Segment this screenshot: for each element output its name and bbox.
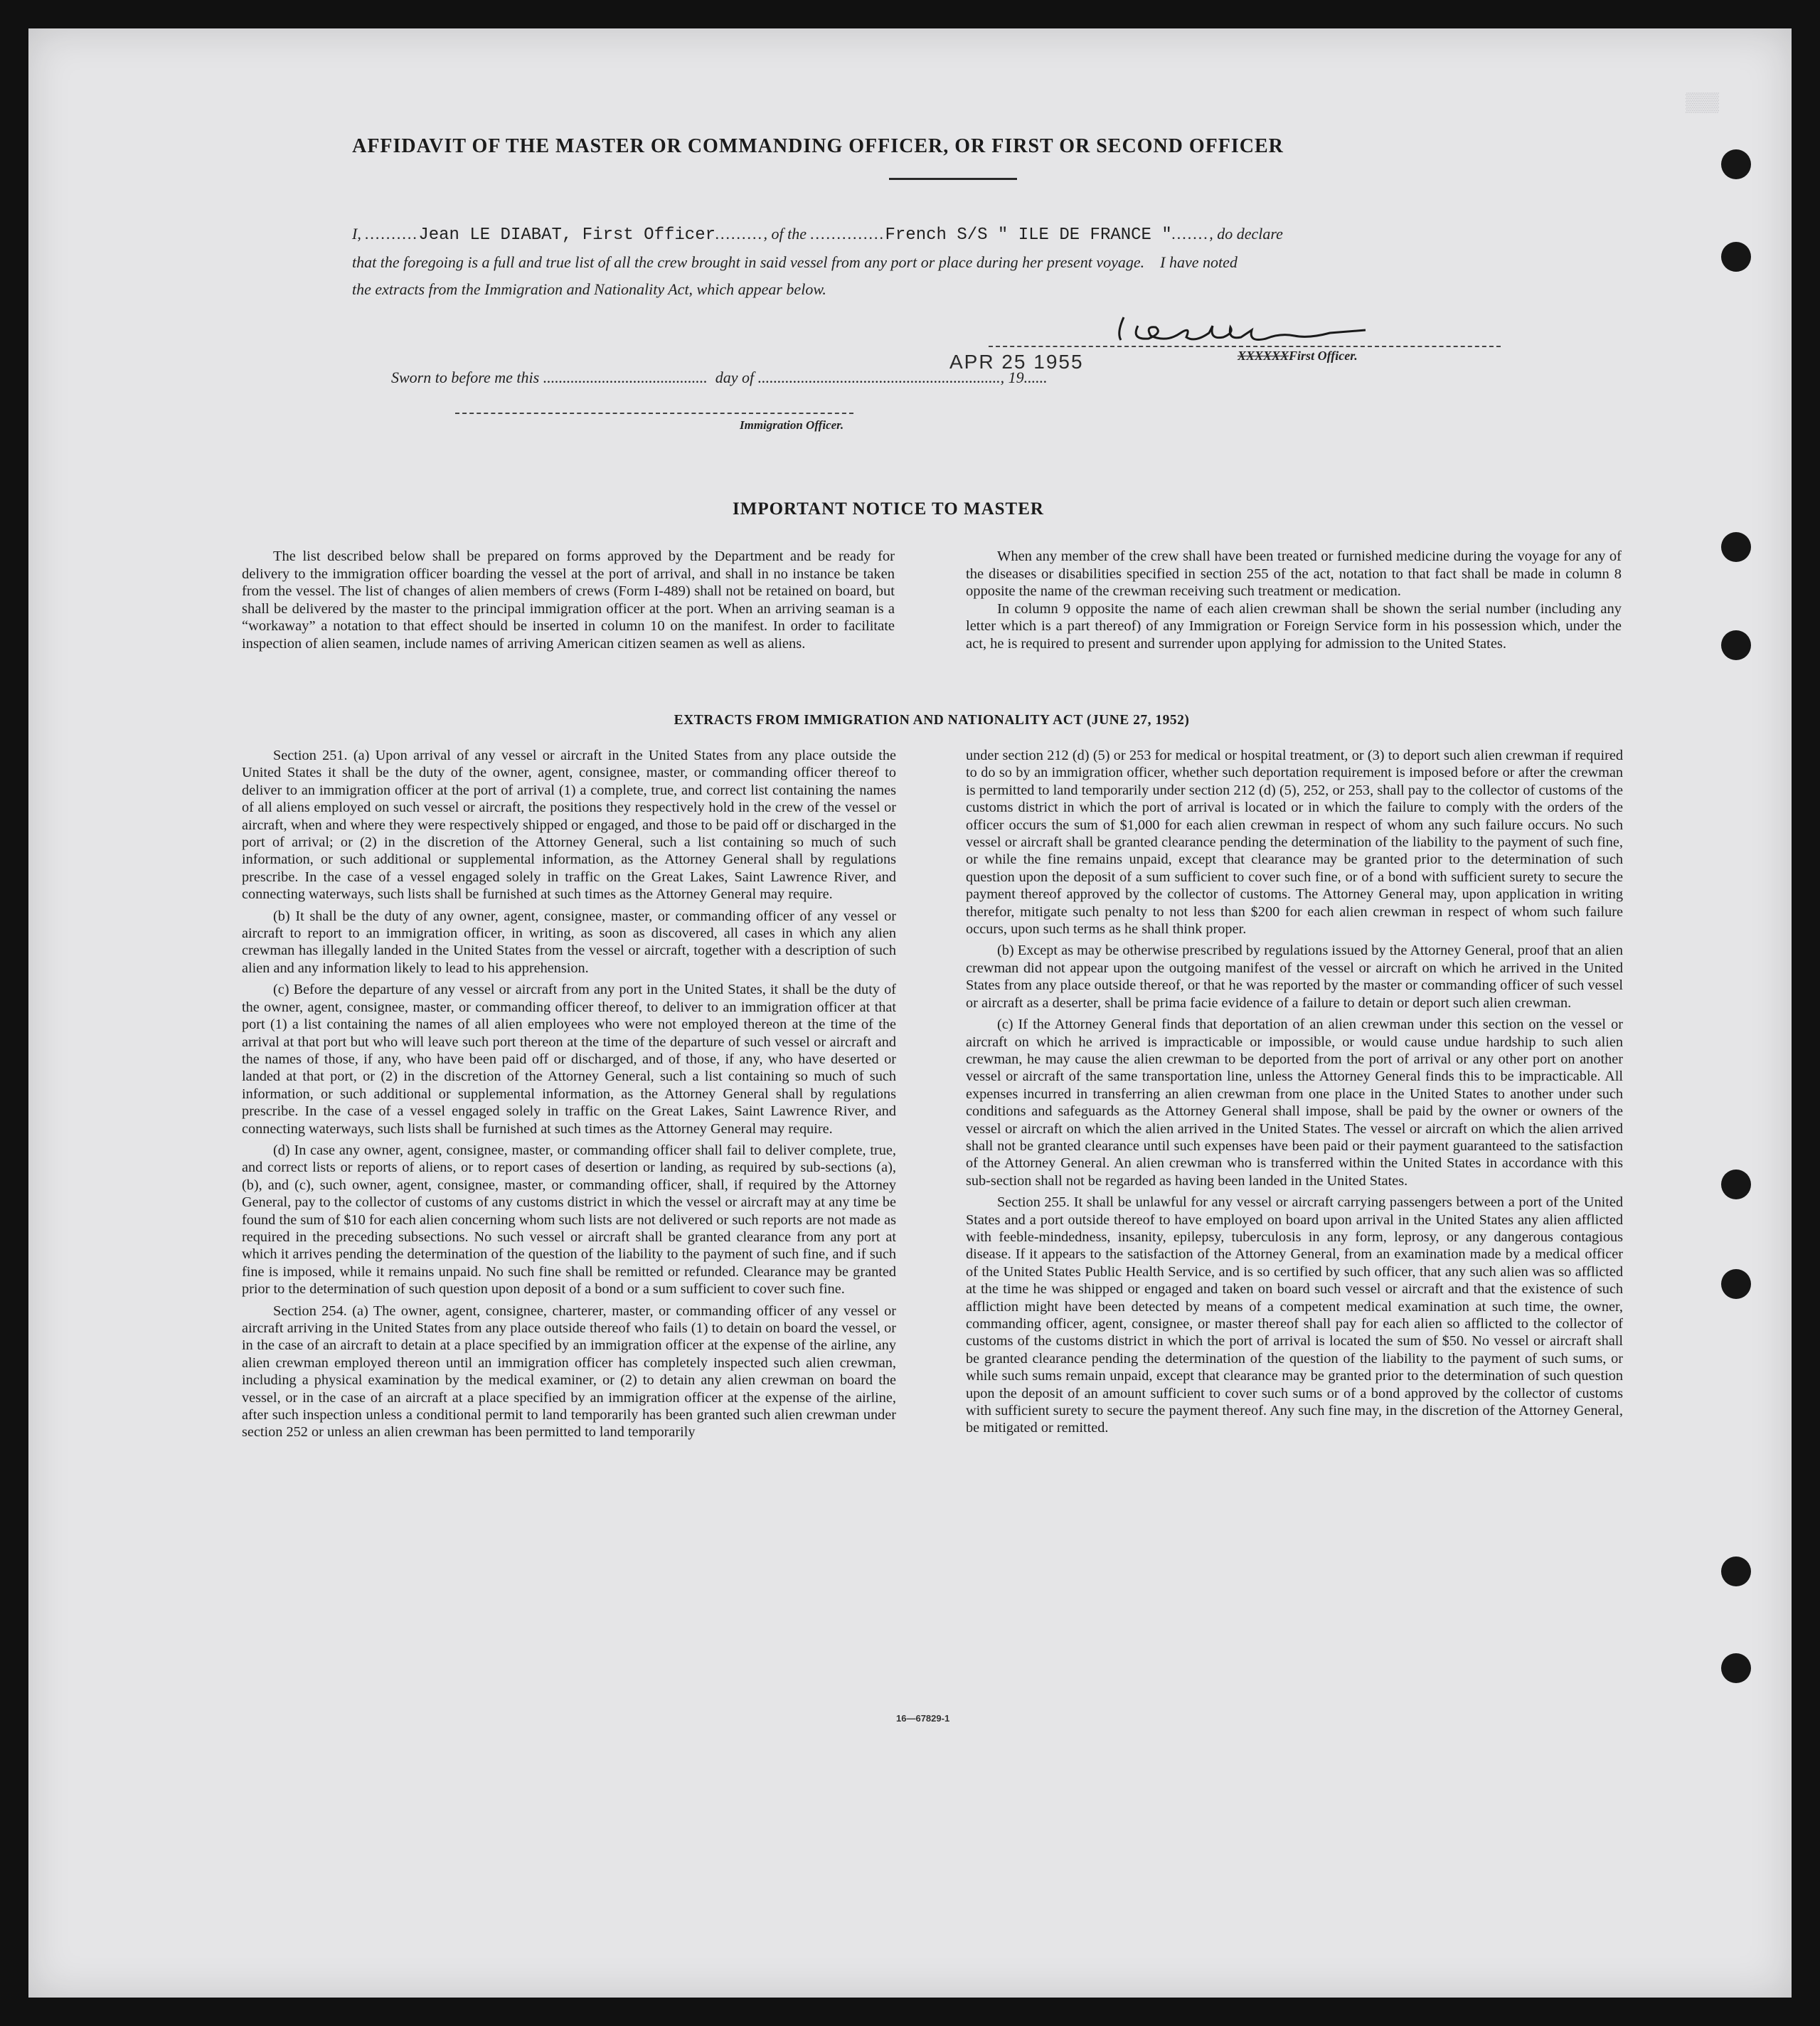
dotted-fill: .............. bbox=[810, 225, 885, 243]
extracts-title: EXTRACTS FROM IMMIGRATION AND NATIONALITY ACT (JUNE 27, 1952) bbox=[674, 713, 1190, 728]
title-rule bbox=[889, 178, 1017, 180]
notice-paragraph: The list described below shall be prepared on forms approved by the Department and be ready for delivery to the immigration officer boarding the vessel at the port of arrival, and shall in no instance be taken from the vessel. The list of changes of alien members of crews (Form I-489) shall not be retained on board, but shall be delivered by the master to the principal immigration officer at the port. When an arriving seaman is a “workaway” a notation to that effect should be inserted in column 10 on the manifest. In order to facilitate inspection of alien seamen, include names of arriving American citizen seamen as well as aliens. bbox=[242, 548, 895, 652]
of-the-label: , of the bbox=[763, 225, 807, 243]
sworn-prefix: Sworn to before me this bbox=[391, 368, 540, 386]
section-251d: (d) In case any owner, agent, consignee, master, or commanding officer shall fail to deliver complete, true, and correct lists or reports of aliens, or to report cases of desertion or landing, as required by sub-sections (a), (b), and (c), such owner, agent, consignee, master, or commanding officer, shall, if required by the Attorney General, pay to the collector of customs of any customs district in which the vessel or aircraft may at any time be found the sum of $10 for each alien concerning whom such lists are not delivered or such reports are not made as required in the preceding subsections. No such vessel or aircraft shall be granted clearance from any port at which it arrives pending the determination of the question of the liability to the payment of such fine, and if such fine is imposed, while it remains unpaid. No such fine shall be remitted or refunded. Clearance may be granted prior to the determination of such question upon deposit of a bond or a sum sufficient to cover such fine. bbox=[242, 1142, 896, 1298]
struck-text: XXXXXX bbox=[1238, 349, 1289, 363]
notice-right-column bbox=[966, 548, 1622, 653]
declaration-line-3: the extracts from the Immigration and Nationality Act, which appear below. bbox=[352, 280, 826, 298]
section-251b: (b) It shall be the duty of any owner, agent, consignee, master, or commanding officer of any vessel or aircraft to report to an immigration officer, in writing, as soon as discovered, all cases in which any alien crewman has illegally landed in the United States from the vessel or aircraft, together with a description of such alien and any information likely to lead to his apprehension. bbox=[242, 908, 896, 976]
extracts-right-column bbox=[966, 747, 1623, 1441]
punch-hole bbox=[1721, 1556, 1751, 1586]
punch-hole bbox=[1721, 242, 1751, 272]
section-255: Section 255. It shall be unlawful for any vessel or aircraft carrying passengers between a port of the United States and a port outside thereof to have employed on board upon arrival in the United States any alien afflicted with feeble-mindedness, insanity, epilepsy, tuberculosis in any form, leprosy, or any dangerous contagious disease. If it appears to the satisfaction of the Attorney General, from an examination made by a medical officer of the United States Public Health Service, and is so certified by such officer, that any such alien was so afflicted at the time he was shipped or engaged and taken on board such vessel or aircraft and that the existence of such affliction might have been detected by means of a competent medical examination at such time, the owner, commanding officer, agent, consignee, or master thereof shall pay for each alien so afflicted to the collector of customs of the customs district in which the port of arrival is located the sum of $50. No vessel or aircraft shall be granted clearance pending the determination of the question of the liability to the payment of such sums, or while such sums remain unpaid, except that clearance may be granted prior to the determination of such question upon the deposit of an amount sufficient to cover such sums or of a bond approved by the collector of customs with sufficient surety to secure the payment thereof. Any such fine may, in the discretion of the Attorney General, be mitigated or remitted. bbox=[966, 1194, 1623, 1436]
punch-hole bbox=[1721, 1170, 1751, 1199]
extracts-left-column bbox=[242, 747, 896, 1446]
dotted-fill: .......... bbox=[365, 225, 419, 243]
affidavit-page bbox=[28, 28, 1792, 1998]
declaration-block bbox=[352, 221, 1526, 303]
punch-hole bbox=[1721, 149, 1751, 179]
vessel-name-field: French S/S " ILE DE FRANCE " bbox=[885, 226, 1172, 245]
dotted-fill: ......... bbox=[715, 225, 764, 243]
section-251a: Section 251. (a) Upon arrival of any vessel or aircraft in the United States from any place outside the United States it shall be the duty of the owner, agent, consignee, master, or commanding officer thereof to deliver to an immigration officer at the port of arrival (1) a complete, true, and correct list containing the names of all aliens employed on such vessel or aircraft, the positions they respectively hold in the crew of the vessel or aircraft, when and where they were respectively shipped or engaged, and those to be paid off or discharged in the port of arrival; or (2) in the discretion of the Attorney General, such a list containing so much of such information, or such additional or supplemental information, as the Attorney General shall by regulations prescribe. In the case of a vessel engaged solely in traffic on the Great Lakes, Saint Lawrence River, and connecting waterways, such lists shall be furnished at such times as the Attorney General may require. bbox=[242, 748, 896, 903]
section-254a-continued: under section 212 (d) (5) or 253 for medical or hospital treatment, or (3) to deport such alien crewman if required to do so by an immigration officer, whether such deportation requirement is imposed before or after the crewman is permitted to land temporarily under section 212 (d) (5), 252, or 253, shall pay to the collector of customs of the customs district in which the port of arrival is located or in which the failure to comply with the orders of the officer occurs the sum of $1,000 for each alien crewman in respect of whom any such failure occurs. No such vessel or aircraft shall be granted clearance pending the determination of the liability to the payment of such fine, or while the fine remains unpaid, except that clearance may be granted prior to the determination of such question upon the deposit of a sum sufficient to cover such fine, or of a bond with sufficient surety to secure the payment thereof approved by the collector of customs. The Attorney General may, upon application in writing therefor, mitigate such penalty to not less than $200 for each alien crewman in respect of whom such failure occurs, upon such terms as he shall think proper. bbox=[966, 748, 1623, 938]
punch-hole bbox=[1721, 630, 1751, 660]
signer-caption bbox=[1238, 349, 1358, 364]
signer-title: First Officer. bbox=[1289, 349, 1358, 363]
punch-hole bbox=[1721, 1269, 1751, 1299]
i-label: I, bbox=[352, 225, 361, 243]
form-number: 16—67829-1 bbox=[896, 1713, 950, 1724]
dotted-fill: ....... bbox=[1171, 225, 1210, 243]
section-251c: (c) Before the departure of any vessel or aircraft from any port in the United States, it shall be the duty of the owner, agent, consignee, master, or commanding officer thereof, to deliver to an immigration officer at that port (1) a list containing the names of all alien employees who were not employed thereon at the time of the arrival at that port but who will leave such port thereon at the time of the departure of such vessel or aircraft and the names of those, if any, who have been paid off or discharged, and of those, if any, who have deserted or landed at that port, or (2) in the discretion of the Attorney General, such a list containing so much of such information, or such additional or supplemental information, as the Attorney General shall by regulations prescribe. In the case of a vessel engaged solely in traffic on the Great Lakes, Saint Lawrence River, and connecting waterways, such lists shall be furnished at such times as the Attorney General may require. bbox=[242, 982, 896, 1137]
section-254a: Section 254. (a) The owner, agent, consignee, charterer, master, or commanding officer of any vessel or aircraft arriving in the United States from any place outside thereof who fails (1) to detain on board the vessel, or in the case of an aircraft to detain at a place specified by an immigration officer at the expense of the airline, any alien crewman employed thereon until an immigration officer has completely inspected such alien crewman, including a physical examination by the medical examiner, or (2) to detain any alien crewman on board the vessel, or in the case of an aircraft at a place specified by an immigration officer at the expense of the airline, after such inspection unless a conditional permit to land temporarily has been granted such alien crewman under section 252 or unless an alien crewman has been permitted to land temporarily bbox=[242, 1303, 896, 1441]
notice-paragraph: In column 9 opposite the name of each alien crewman shall be shown the serial number (including any letter which is a part thereof) of any Immigration or Foreign Service form in his possession which, under the act, he is required to present and surrender upon applying for admission to the United States. bbox=[966, 600, 1622, 652]
year-prefix: , 19 bbox=[1000, 368, 1024, 386]
officer-name-field: Jean LE DIABAT, First Officer bbox=[418, 226, 715, 245]
declaration-line-1 bbox=[352, 221, 1526, 249]
punch-hole bbox=[1721, 1653, 1751, 1683]
signature-line bbox=[989, 346, 1501, 347]
affidavit-title: AFFIDAVIT OF THE MASTER OR COMMANDING OFFICER, OR FIRST OR SECOND OFFICER bbox=[352, 135, 1284, 157]
bleed-through-marks: ▒▒▒ bbox=[1686, 92, 1719, 114]
punch-hole bbox=[1721, 532, 1751, 562]
notice-title: IMPORTANT NOTICE TO MASTER bbox=[733, 499, 1044, 519]
section-254c: (c) If the Attorney General finds that deportation of an alien crewman under this section on the vessel or aircraft on which he arrived is impracticable or impossible, or would cause undue hardship to such alien crewman, he may cause the alien crewman to be deported from the port of arrival or any other port on another vessel or aircraft of the same transportation line, unless the Attorney General finds this to be impracticable. All expenses incurred in transferring an alien crewman from one place in the United States to another under such conditions and safeguards as the Attorney General shall impose, shall be paid by the owner or owners of the vessel or aircraft on which the alien arrived in the United States. The vessel or aircraft on which the alien arrived shall not be granted clearance until such expenses have been paid or their payment guaranteed to the satisfaction of the Attorney General. An alien crewman who is transferred within the United States in accordance with this sub-section shall not be regarded as having been landed in the United States. bbox=[966, 1017, 1623, 1189]
notice-paragraph: When any member of the crew shall have been treated or furnished medicine during the voyage for any of the diseases or disabilities specified in section 255 of the act, notation to that fact shall be made in column 8 opposite the name of the crewman receiving such treatment or medication. bbox=[966, 548, 1622, 600]
immigration-officer-caption: Immigration Officer. bbox=[740, 418, 844, 432]
immigration-officer-line bbox=[455, 413, 853, 414]
notice-left-column bbox=[242, 548, 895, 653]
do-declare-label: , do declare bbox=[1209, 225, 1283, 243]
section-254b: (b) Except as may be otherwise prescribed by regulations issued by the Attorney General, proof that an alien crewman did not appear upon the outgoing manifest of the vessel or aircraft on which he arrived in the United States from any place outside thereof, or that he was reported by the master or commanding officer of such vessel or aircraft as a deserter, shall be prima facie evidence of a failure to detain or deport such alien crewman. bbox=[966, 943, 1623, 1011]
document-scan bbox=[28, 28, 1792, 1998]
date-stamp: APR 25 1955 bbox=[949, 351, 1084, 373]
sworn-line: Sworn to before me this .......................................... day of .............................................................., 19...... bbox=[391, 368, 1048, 386]
declaration-line-2: that the foregoing is a full and true list of all the crew brought in said vessel from any port or place during her present voyage. I have noted bbox=[352, 253, 1238, 271]
officer-signature bbox=[996, 312, 1479, 347]
day-of-label: day of bbox=[715, 368, 755, 386]
